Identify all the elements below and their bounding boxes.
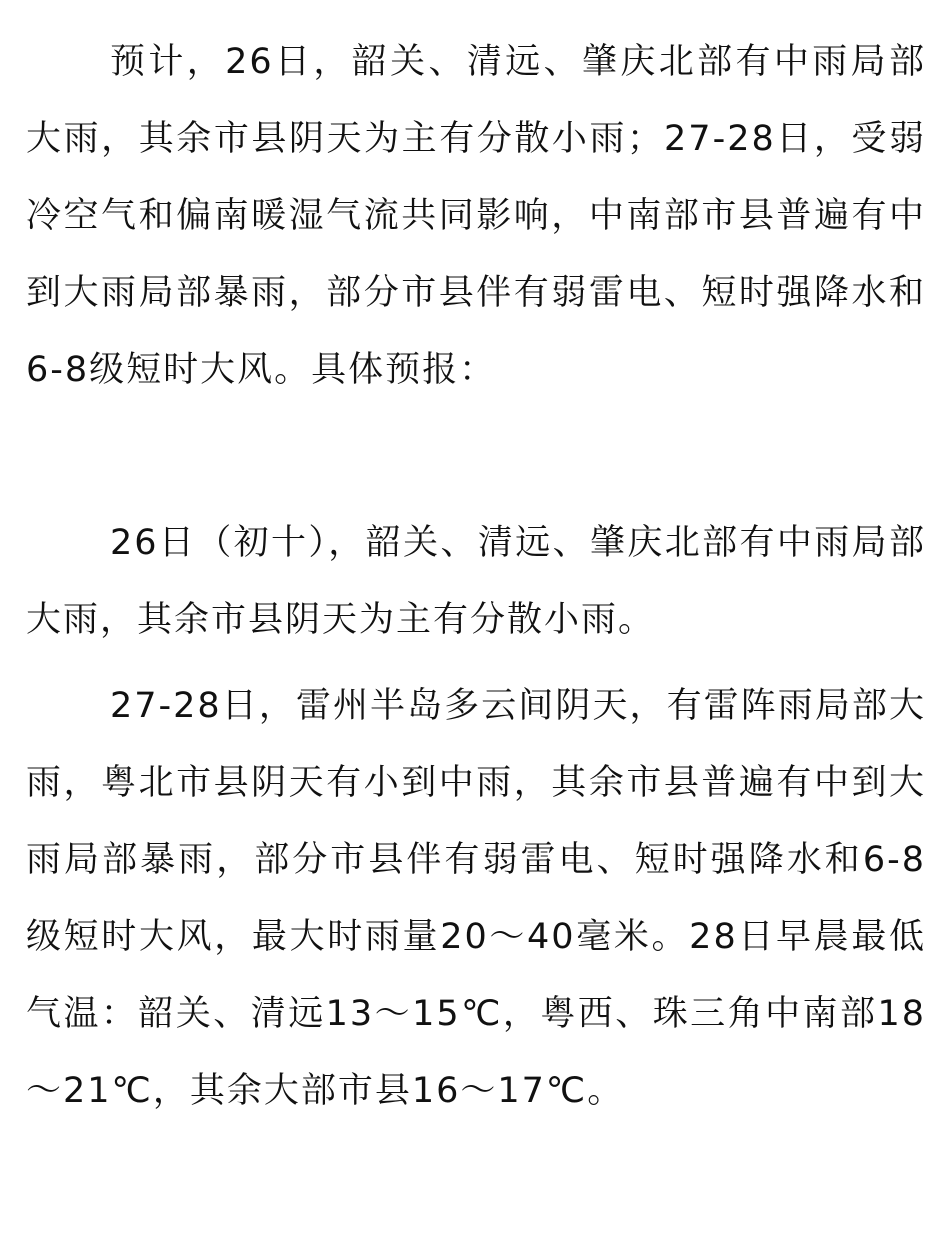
forecast-summary-paragraph: 预计，26日，韶关、清远、肇庆北部有中雨局部大雨，其余市县阴天为主有分散小雨；27-28日，受弱冷空气和偏南暖湿气流共同影响，中南部市县普遍有中到大雨局部暴雨，部分市县伴有弱雷电、短时强降水和6-8级短时大风。具体预报： [26, 42, 926, 390]
forecast-26th-paragraph: 26日（初十），韶关、清远、肇庆北部有中雨局部大雨，其余市县阴天为主有分散小雨。 [26, 523, 926, 640]
forecast-27-28th-paragraph: 27-28日，雷州半岛多云间阴天，有雷阵雨局部大雨，粤北市县阴天有小到中雨，其余市县普遍有中到大雨局部暴雨，部分市县伴有弱雷电、短时强降水和6-8级短时大风，最大时雨量20～40毫米。28日早晨最低气温：韶关、清远13～15℃，粤西、珠三角中南部18～21℃，其余大部市县16～17℃。 [26, 686, 926, 1111]
